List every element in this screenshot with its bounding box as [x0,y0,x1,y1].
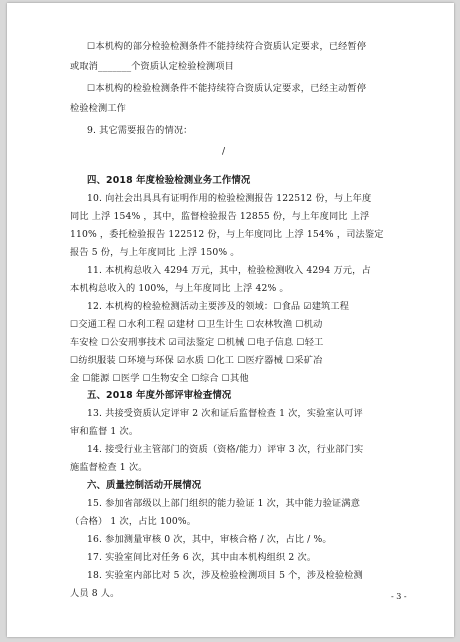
text-line-12: 11. 本机构总收入 4294 万元，其中，检验检测收入 4294 万元，占 [87,265,371,276]
item-9-heading: 9. 其它需要报告的情况： [87,125,193,136]
text-line-13: 本机构总收入的 100%，与上年度同比 上浮 42% 。 [70,283,289,294]
text-line-2: 或取消_______个资质认定检验检测项目 [70,61,234,72]
text-line-21: 审和监督 1 次。 [70,426,139,437]
text-line-10: 110% ，委托检验报告 122512 份，与上年度同比 上浮 154% ，司法鉴定 [70,229,384,240]
text-line-26: （合格） 1 次，占比 100%。 [70,516,197,527]
text-line-3: ☐本机构的检验检测条件不能持续符合资质认定要求，已经主动暂停 [87,83,367,94]
domain-checkbox-row-4: 金 ☐能源 ☐医学 ☐生物安全 ☐综合 ☐其他 [70,373,249,384]
text-line-25: 15. 参加省部级以上部门组织的能力验证 1 次，其中能力验证满意 [87,498,361,509]
text-line-23: 施监督检查 1 次。 [70,462,148,473]
text-line-8: 10. 向社会出具具有证明作用的检验检测报告 122512 份，与上年度 [87,193,372,204]
text-line-27: 16. 参加测量审核 0 次，其中，审核合格 / 次，占比 / %。 [87,534,332,545]
text-line-20: 13. 共接受资质认定评审 2 次和证后监督检查 1 次，实验室认可评 [87,408,363,419]
domain-checkbox-row-3: ☐纺织服装 ☐环境与环保 ☑水质 ☐化工 ☐医疗器械 ☐采矿冶 [70,355,323,366]
text-line-22: 14. 接受行业主管部门的资质（资格/能力）评审 3 次，行业部门实 [87,444,364,455]
text-line-11: 报告 5 份，与上年度同比 上浮 150% 。 [70,247,240,258]
item-9-answer: / [222,146,226,157]
text-line-4: 检验检测工作 [70,103,127,114]
domain-checkbox-row-1: ☐交通工程 ☐水利工程 ☑建材 ☐卫生计生 ☐农林牧渔 ☐机动 [70,319,323,330]
text-line-28: 17. 实验室间比对任务 6 次，其中由本机构组织 2 次。 [87,552,317,563]
document-page [7,3,454,637]
section-4-heading: 四、2018 年度检验检测业务工作情况 [87,175,251,186]
page-number: - 3 - [391,592,407,601]
text-line-1: ☐本机构的部分检验检测条件不能持续符合资质认定要求，已经暂停 [87,41,367,52]
domain-checkbox-row-2: 车安检 ☐公安刑事技术 ☑司法鉴定 ☐机械 ☐电子信息 ☐轻工 [70,337,324,348]
text-line-30: 人员 8 人。 [70,588,120,599]
section-5-heading: 五、2018 年度外部评审检查情况 [87,390,232,401]
text-line-9: 同比 上浮 154% ，其中，监督检验报告 12855 份，与上年度同比 上浮 [70,211,370,222]
section-6-heading: 六、质量控制活动开展情况 [87,480,202,491]
text-line-14: 12. 本机构的检验检测活动主要涉及的领域：☐食品 ☑建筑工程 [87,301,350,312]
text-line-29: 18. 实验室内部比对 5 次，涉及检验检测项目 5 个，涉及检验检测 [87,570,363,581]
